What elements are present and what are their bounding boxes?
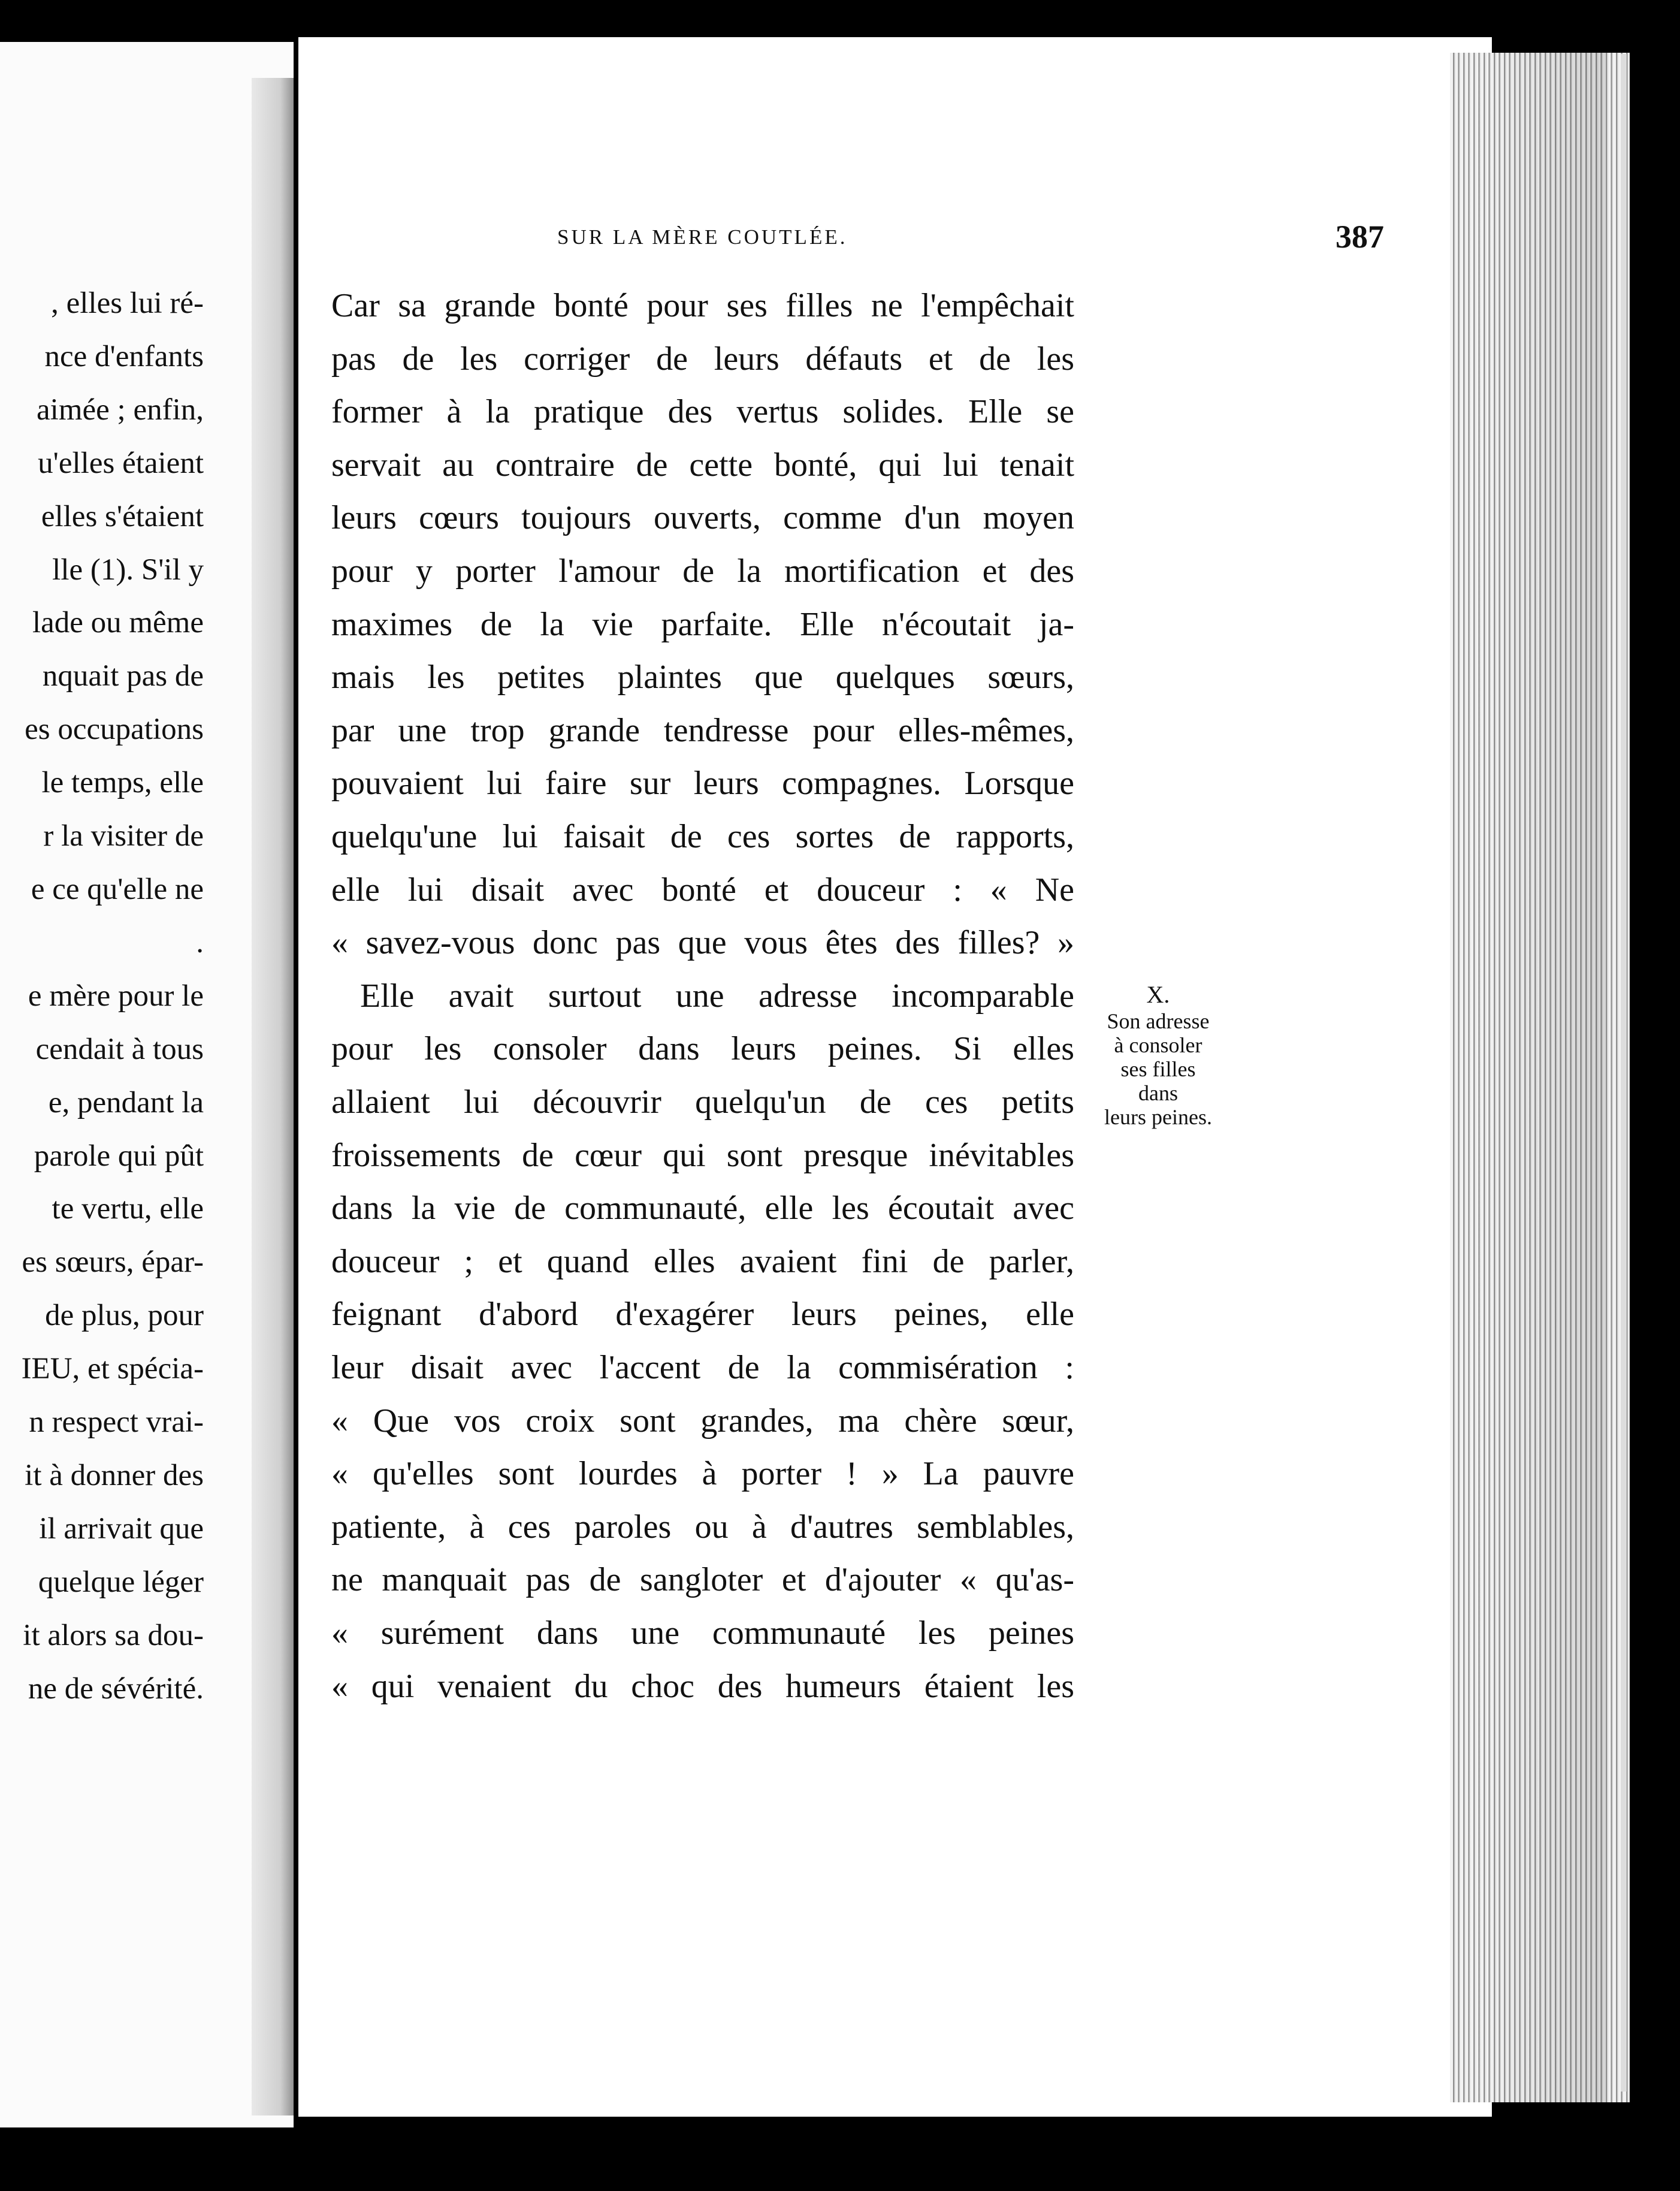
left-page-line: lade ou même [32,606,204,640]
left-page-line: nce d'enfants [44,339,204,373]
margin-note [1062,983,1254,1129]
body-line: ne manquait pas de sangloter et d'ajouter « qu'as- [331,1561,1074,1599]
left-page-line: , elles lui ré- [51,286,204,320]
body-line: elle lui disait avec bonté et douceur : « Ne [331,871,1074,909]
left-page-line: elles s'étaient [41,499,204,533]
left-page-line: lle (1). S'il y [52,553,204,587]
main-page [298,37,1492,2117]
body-line: leurs cœurs toujours ouverts, comme d'un moyen [331,499,1074,537]
left-page-line: es sœurs, épar- [22,1245,204,1279]
left-page-line: it alors sa dou- [23,1618,204,1652]
body-line: former à la pratique des vertus solides. Elle se [331,393,1074,431]
left-page-line: ne de sévérité. [28,1671,204,1706]
body-line: « savez-vous donc pas que vous êtes des filles? » [331,924,1074,962]
body-line: pour les consoler dans leurs peines. Si elles [331,1030,1074,1068]
left-page-line: e ce qu'elle ne [31,872,204,906]
left-page-line: de plus, pour [45,1299,204,1333]
left-page-line: e, pendant la [48,1085,204,1119]
margin-note-line: Son adresse [1107,1009,1210,1033]
body-line: maximes de la vie parfaite. Elle n'écoutait ja- [331,605,1074,643]
running-head: SUR LA MÈRE COUTLÉE. [557,225,848,249]
margin-note-line: leurs peines. [1104,1105,1212,1129]
body-line: mais les petites plaintes que quelques sœurs, [331,659,1074,696]
body-line: « qui venaient du choc des humeurs étaient les [331,1667,1074,1705]
left-page-line: nquait pas de [42,659,204,693]
left-page-gutter-shadow [252,78,294,2115]
body-line: douceur ; et quand elles avaient fini de parler, [331,1242,1074,1280]
margin-note-number: X. [1146,981,1170,1008]
body-line: pour y porter l'amour de la mortification et des [331,553,1074,590]
left-page-line: u'elles étaient [38,446,204,480]
left-page-line: . [196,925,204,959]
margin-note-line: ses filles [1120,1057,1196,1081]
left-page-line: it à donner des [25,1458,204,1492]
body-line: leur disait avec l'accent de la commisération : [331,1349,1074,1386]
left-page-line: cendait à tous [35,1032,204,1066]
body-line: allaient lui découvrir quelqu'un de ces petits [331,1084,1074,1121]
body-line: froissements de cœur qui sont presque inévitables [331,1136,1074,1174]
left-page-line: parole qui pût [34,1139,204,1173]
left-page-line: te vertu, elle [52,1192,204,1226]
body-line: patiente, à ces paroles ou à d'autres semblables, [331,1508,1074,1546]
body-line: pouvaient lui faire sur leurs compagnes. Lorsque [331,765,1074,802]
body-line: feignant d'abord d'exagérer leurs peines, elle [331,1296,1074,1333]
left-facing-page [0,42,294,2127]
left-page-line: il arrivait que [39,1511,204,1546]
left-page-line: IEU, et spécia- [21,1352,204,1386]
body-line: quelqu'une lui faisait de ces sortes de rapports, [331,818,1074,855]
body-line: par une trop grande tendresse pour elles-mêmes, [331,711,1074,749]
body-line: « qu'elles sont lourdes à porter ! » La pauvre [331,1455,1074,1493]
left-page-line: aimée ; enfin, [37,393,204,427]
left-page-text [22,277,204,1715]
left-page-line: e mère pour le [28,979,204,1013]
left-page-line: le temps, elle [41,766,204,800]
body-line: « Que vos croix sont grandes, ma chère sœur, [331,1402,1074,1439]
body-line: servait au contraire de cette bonté, qui lui tenait [331,446,1074,484]
book-cover-edge [1621,54,1627,2092]
body-line: Car sa grande bonté pour ses filles ne l'empêchait [331,287,1074,324]
left-page-line: r la visiter de [43,819,204,853]
margin-note-line: dans [1138,1081,1178,1105]
body-line: pas de les corriger de leurs défauts et de les [331,340,1074,378]
book-page-edges-shade [1486,48,1606,2109]
body-line: Elle avait surtout une adresse incomparable [360,977,1074,1015]
body-line: « surément dans une communauté les peines [331,1614,1074,1652]
left-page-line: quelque léger [38,1565,204,1599]
left-page-line: es occupations [25,713,204,747]
body-line: dans la vie de communauté, elle les écoutait avec [331,1190,1074,1227]
margin-note-line: à consoler [1114,1033,1202,1057]
page-number: 387 [1335,219,1384,255]
left-page-line: n respect vrai- [29,1405,204,1439]
